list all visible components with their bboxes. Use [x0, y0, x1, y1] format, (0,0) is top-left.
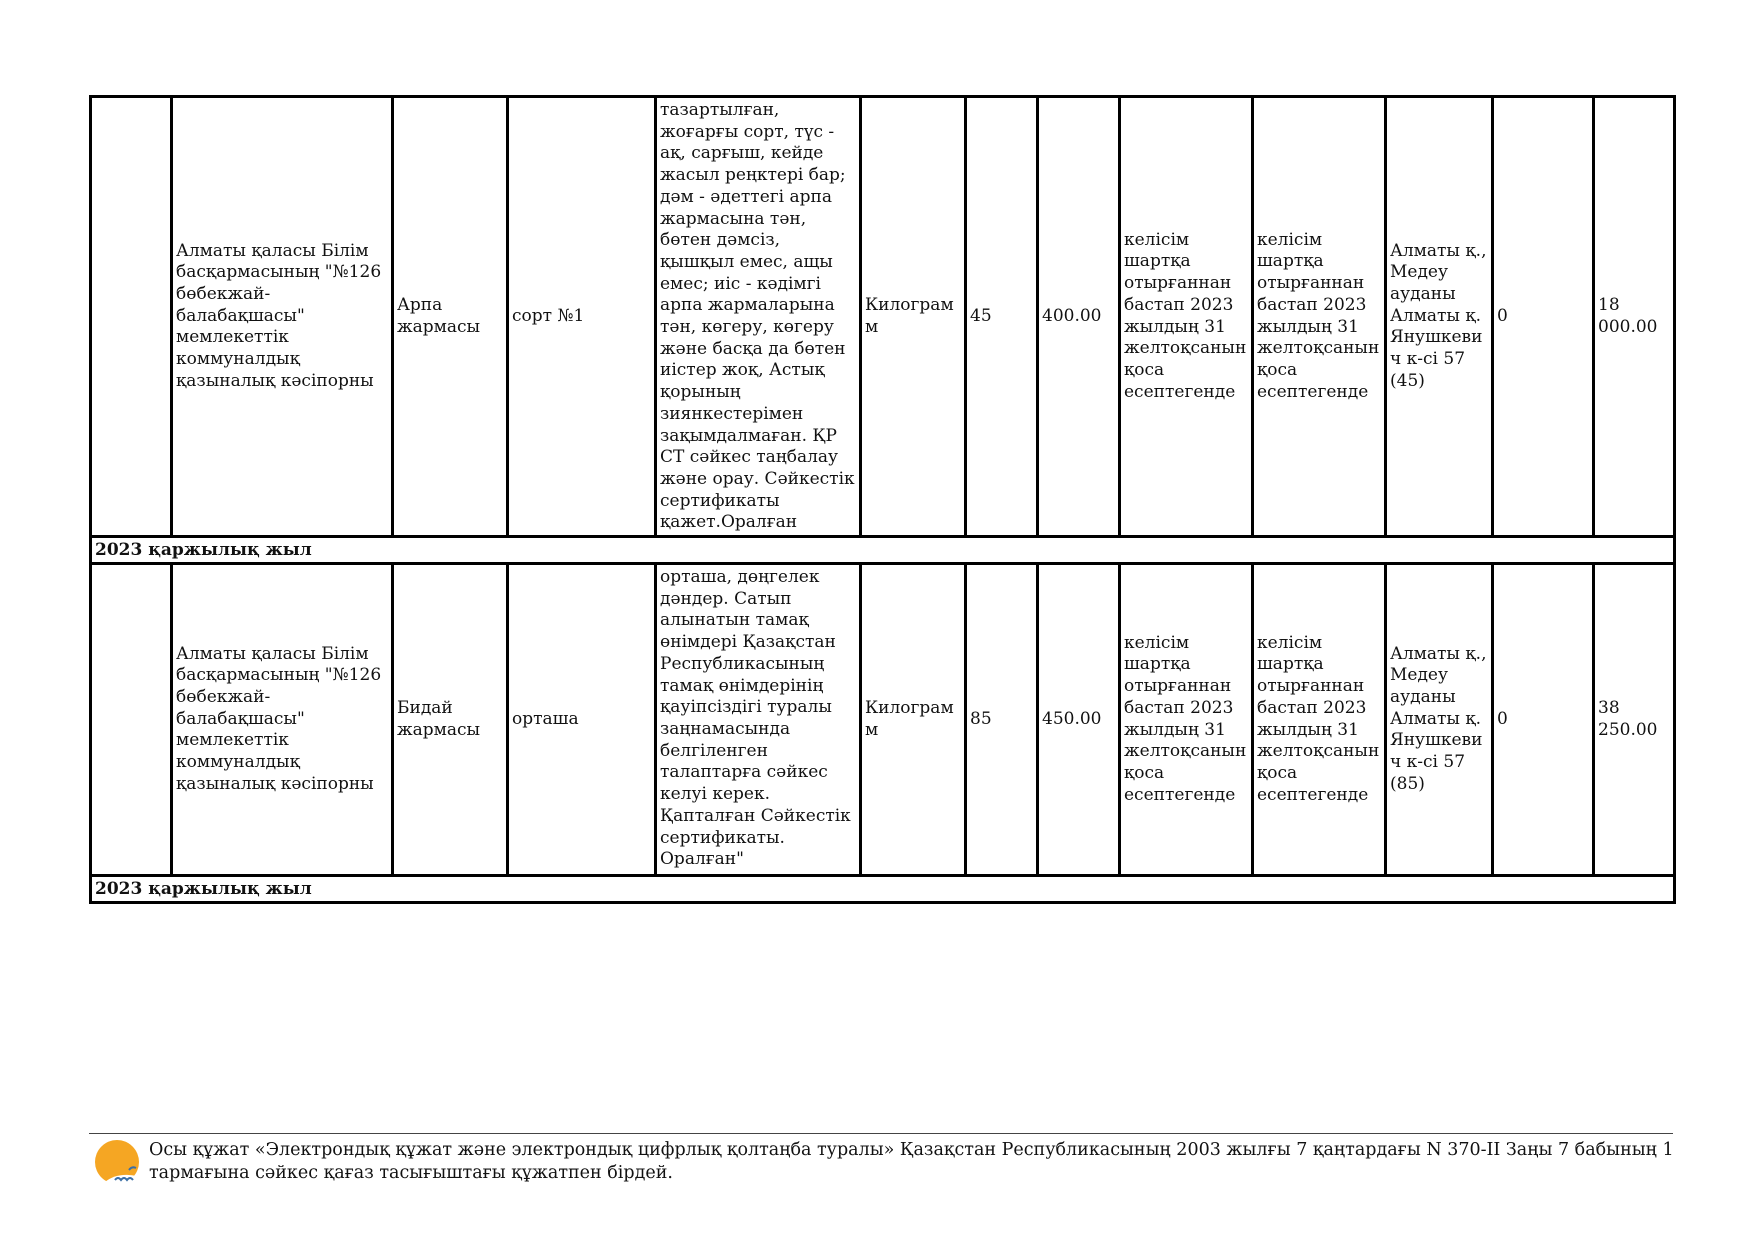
- cell-unit: Килограмм: [861, 97, 966, 537]
- footer-divider: [89, 1133, 1673, 1134]
- cell-customer: Алматы қаласы Білім басқармасының "№126 бөбекжай-балабақшасы" мемлекеттік коммуналдық қазыналық кәсіпорны: [172, 564, 393, 876]
- footer-legal-text: Осы құжат «Электрондық құжат және электрондық цифрлық қолтаңба туралы» Қазақстан Республикасының 2003 жылғы 7 қаңтардағы N 370-II Заңы 7 бабының 1 тармағына сәйкес қағаз тасығыштағы құжатпен бірдей.: [149, 1140, 1674, 1183]
- year-row: [91, 876, 1675, 903]
- year-label: 2023 қаржылық жыл: [91, 537, 1675, 564]
- cell-total: 38 250.00: [1594, 564, 1675, 876]
- cell-product: Арпа жармасы: [393, 97, 508, 537]
- cell-term-end: келісім шартқа отырғаннан бастап 2023 жылдың 31 желтоқсанын қоса есептегенде: [1253, 564, 1386, 876]
- cell-description: тазартылған, жоғарғы сорт, түс - ақ, сарғыш, кейде жасыл реңктері бар; дәм - әдеттегі арпа жармасына тән, бөтен дәмсіз, қышқыл емес, ащы емес; иіс - кәдімгі арпа жармаларына тән, көгеру, көгеру және басқа да бөтен иістер жоқ, Астық қорының зиянкестерімен зақымдалмаған. ҚР СТ сәйкес таңбалау және орау. Сәйкестік сертификаты қажет.Оралған: [656, 97, 861, 537]
- cell-description: орташа, дөңгелек дәндер. Сатып алынатын тамақ өнімдері Қазақстан Республикасының тамақ өнімдерінің қауіпсіздігі туралы заңнамасында белгіленген талаптарға сәйкес келуі керек. Қапталған Сәйкестік сертификаты. Оралған": [656, 564, 861, 876]
- cell-grade: орташа: [508, 564, 656, 876]
- cell-term-start: келісім шартқа отырғаннан бастап 2023 жылдың 31 желтоқсанын қоса есептегенде: [1120, 97, 1253, 537]
- cell-address: Алматы қ., Медеу ауданы Алматы қ. Янушкевич к-сі 57 (85): [1386, 564, 1493, 876]
- seal-logo-icon: [93, 1138, 143, 1188]
- table-row: [91, 97, 1675, 537]
- cell-customer: Алматы қаласы Білім басқармасының "№126 бөбекжай-балабақшасы" мемлекеттік коммуналдық қазыналық кәсіпорны: [172, 97, 393, 537]
- cell-quantity: 85: [966, 564, 1038, 876]
- cell-price: 400.00: [1038, 97, 1120, 537]
- procurement-table-wrapper: [89, 95, 1673, 904]
- cell-advance: 0: [1493, 97, 1594, 537]
- year-label: 2023 қаржылық жыл: [91, 876, 1675, 903]
- cell-total: 18 000.00: [1594, 97, 1675, 537]
- cell-term-start: келісім шартқа отырғаннан бастап 2023 жылдың 31 желтоқсанын қоса есептегенде: [1120, 564, 1253, 876]
- cell-price: 450.00: [1038, 564, 1120, 876]
- cell-term-end: келісім шартқа отырғаннан бастап 2023 жылдың 31 желтоқсанын қоса есептегенде: [1253, 97, 1386, 537]
- cell-advance: 0: [1493, 564, 1594, 876]
- procurement-table: [89, 95, 1676, 904]
- cell-number: [91, 564, 172, 876]
- cell-grade: сорт №1: [508, 97, 656, 537]
- cell-number: [91, 97, 172, 537]
- cell-unit: Килограмм: [861, 564, 966, 876]
- year-row: [91, 537, 1675, 564]
- table-row: [91, 564, 1675, 876]
- cell-address: Алматы қ., Медеу ауданы Алматы қ. Янушкевич к-сі 57 (45): [1386, 97, 1493, 537]
- cell-product: Бидай жармасы: [393, 564, 508, 876]
- cell-quantity: 45: [966, 97, 1038, 537]
